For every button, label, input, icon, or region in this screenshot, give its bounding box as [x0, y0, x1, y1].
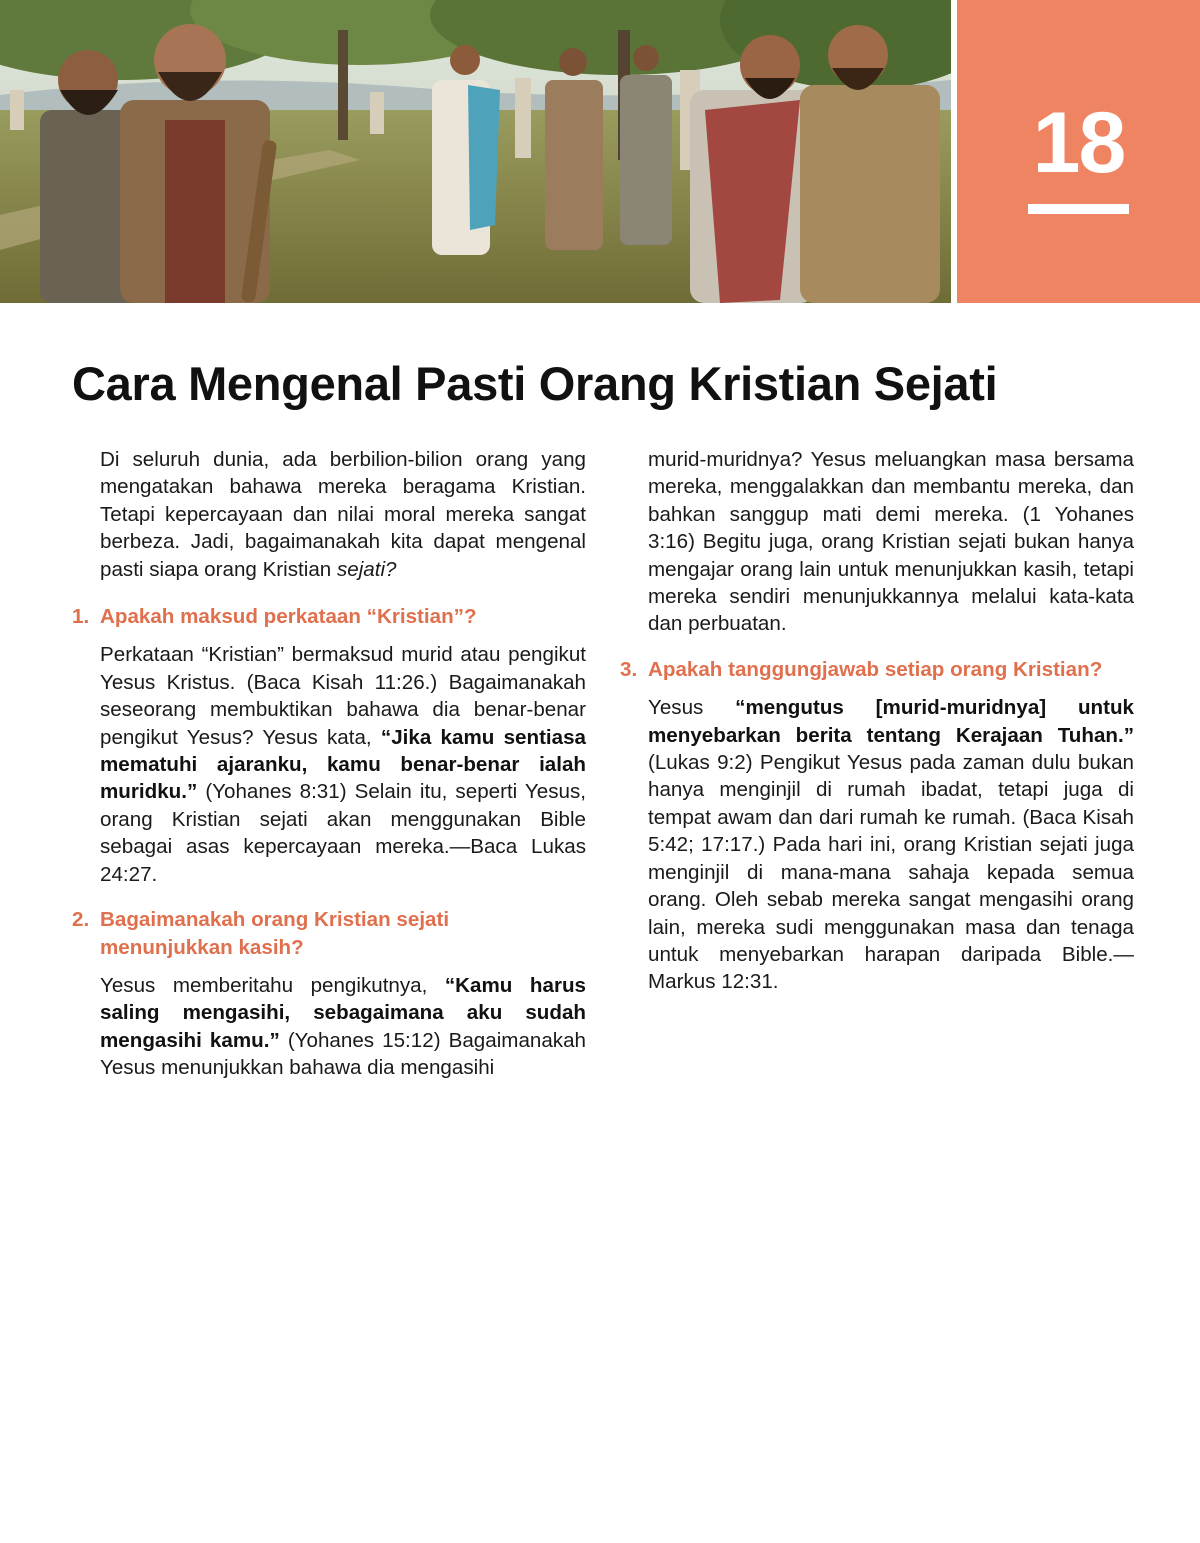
- answer-3-quote: “mengutus [murid-muridnya] untuk menyebarkan berita tentang Kerajaan Tuhan.”: [648, 696, 1134, 747]
- question-1-number: 1.: [72, 605, 90, 629]
- question-3-text: Apakah tanggungjawab setiap orang Kristian?: [648, 657, 1103, 681]
- intro-paragraph: [72, 446, 586, 583]
- answer-3-text-b: (Lukas 9:2) Pengikut Yesus pada zaman dulu bukan hanya menginjil di rumah ibadat, tetapi juga di tempat awam dan dari rumah ke rumah. (Baca Kisah 5:42; 17:17.) Pada hari ini, orang Kristian sejati juga menginjil di mana-mana sahaja kepada semua orang. Oleh sebab mereka sangat mengasihi orang lain, mereka sudi menggunakan masa dan tenaga untuk menyebarkan harapan daripada Bible.—Markus 12:31.: [648, 751, 1134, 994]
- question-3: [620, 656, 1134, 683]
- question-2-number: 2.: [72, 908, 90, 932]
- answer-2-continued: murid-muridnya? Yesus meluangkan masa bersama mereka, menggalakkan dan membantu mereka, dan bahkan sanggup mati demi mereka. (1 Yohanes 3:16) Begitu juga, orang Kristian sejati bukan hanya mengajar orang lain untuk menunjukkan kasih, tetapi mereka sendiri menunjukkannya melalui kata-kata dan perbuatan.: [648, 448, 1134, 636]
- answer-1-quote: “Jika kamu sentiasa mematuhi ajaranku, kamu benar-benar ialah muridku.”: [100, 725, 587, 804]
- question-2: [72, 906, 586, 961]
- page-title: Cara Mengenal Pasti Orang Kristian Sejati: [72, 357, 998, 410]
- answer-1-text-b: (Yohanes 8:31) Selain itu, seperti Yesus, orang Kristian sejati akan menggunakan Bible sebagai asas kepercayaan mereka.—Baca Lukas 24:27.: [100, 780, 586, 886]
- left-column: [72, 446, 586, 1082]
- question-2-text: Bagaimanakah orang Kristian sejati menunjukkan kasih?: [100, 908, 450, 959]
- intro-text: Di seluruh dunia, ada berbilion-bilion orang yang mengatakan bahawa mereka beragama Kristian. Tetapi kepercayaan dan nilai moral mereka sangat berbeza. Jadi, bagaimanakah kita dapat mengenal pasti siapa orang Kristian: [100, 448, 586, 581]
- chapter-number: 18: [1032, 95, 1125, 191]
- answer-1-paragraph: [72, 641, 586, 888]
- intro-emphasis: sejati?: [336, 557, 397, 581]
- question-1: [72, 603, 586, 630]
- question-3-number: 3.: [620, 657, 638, 681]
- chapter-underline: [1028, 204, 1129, 214]
- answer-2-quote: “Kamu harus saling mengasihi, sebagaimana aku sudah mengasihi kamu.”: [100, 973, 586, 1052]
- header-photo: [0, 0, 951, 303]
- answer-2-text-b: (Yohanes 15:12) Bagaimanakah Yesus menunjukkan bahawa dia mengasihi: [100, 1028, 587, 1080]
- answer-2-text-a: Yesus memberitahu pengikutnya,: [100, 973, 445, 997]
- answer-2-paragraph: [72, 972, 586, 1082]
- right-column: [620, 446, 1134, 996]
- chapter-badge: [957, 0, 1200, 303]
- answer-3-text-a: Yesus: [648, 696, 736, 720]
- answer-3-paragraph: [620, 694, 1134, 995]
- question-1-text: Apakah maksud perkataan “Kristian”?: [100, 605, 477, 629]
- disciples-illustration: [0, 0, 951, 303]
- answer-1-text-a: Perkataan “Kristian” bermaksud murid atau pengikut Yesus Kristus. (Baca Kisah 11:26.) Bagaimanakah seseorang membuktikan bahawa dia benar-benar pengikut Yesus? Yesus kata,: [100, 643, 586, 749]
